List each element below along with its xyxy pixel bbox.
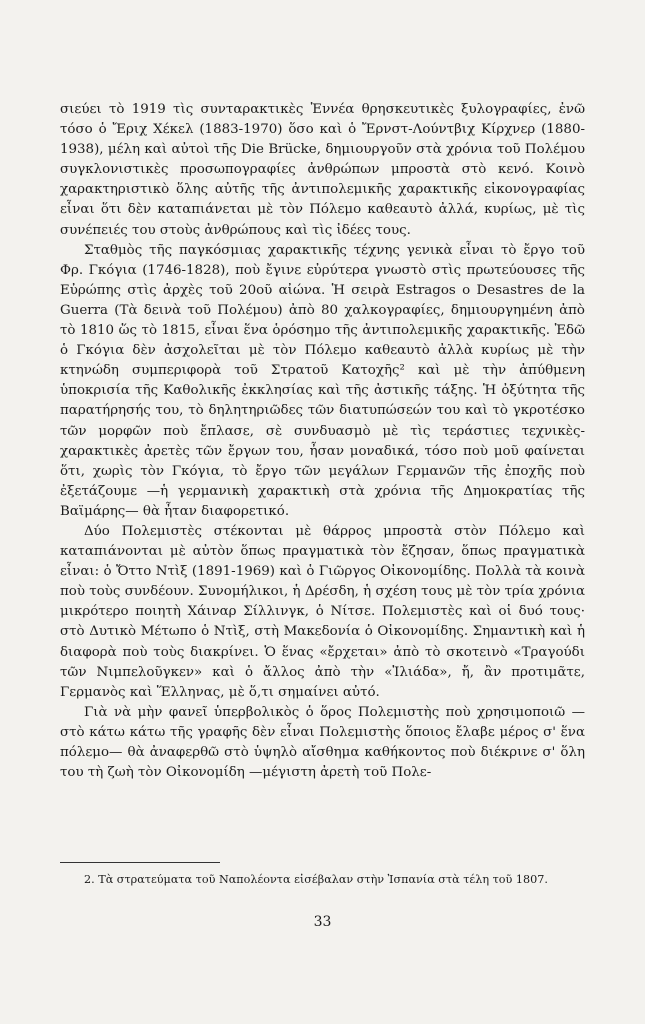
paragraph: Δύο Πολεμιστὲς στέκονται μὲ θάρρος μπροστὰ στὸν Πόλεμο καὶ καταπιάνονται μὲ αὐτὸν ὅπως πραγματικὰ τὸν ἔζησαν, ὅπως πραγματικὰ εἶναι: ὁ Ὄττο Ντὶξ (1891-1969) καὶ ὁ Γιῶργος Οἰκονομίδης. Πολλὰ τὰ κοινὰ ποὺ τοὺς συνδέουν. Συνομήλικοι, ἡ Δρέσδη, ἡ σχέση τους μὲ τὸν τρία χρόνια μικρότερο ποιητὴ Χάιναρ Σίλλινγκ, ὁ Νίτσε. Πολεμιστὲς καὶ οἱ δυό τους· στὸ Δυτικὸ Μέτωπο ὁ Ντὶξ, στὴ Μακεδονία ὁ Οἰκονομίδης. Σημαντικὴ καὶ ἡ διαφορὰ ποὺ τοὺς διακρίνει. Ὁ ἕνας «ἔρχεται» ἀπὸ τὸ σκοτεινὸ «Τραγούδι τῶν Νιμπελοῦγκεν» καὶ ὁ ἄλλος ἀπὸ τὴν «Ἰλιάδα», ἤ, ἂν προτιμᾶτε, Γερμανὸς καὶ Ἕλληνας, μὲ ὅ,τι σημαίνει αὐτό. — [60, 523, 585, 700]
paragraph: Σταθμὸς τῆς παγκόσμιας χαρακτικῆς τέχνης γενικὰ εἶναι τὸ ἔργο τοῦ Φρ. Γκόγια (1746-1828), ποὺ ἔγινε εὐρύτερα γνωστὸ στὶς πρωτεύουσες τῆς Εὐρώπης στὶς ἀρχὲς τοῦ 20οῦ αἰώνα. Ἡ σειρὰ Estragos o Desastres de la Guerra (Τὰ δεινὰ τοῦ Πολέμου) ἀπὸ 80 χαλκογραφίες, δημιουργημένη ἀπὸ τὸ 1810 ὥς τὸ 1815, εἶναι ἕνα ὁρόσημο τῆς ἀντιπολεμικῆς χαρακτικῆς. Ἐδῶ ὁ Γκόγια δὲν ἀσχολεῖται μὲ τὸν Πόλεμο καθεαυτὸ ἀλλὰ κυρίως μὲ τὴν κτηνώδη συμπεριφορὰ τοῦ Στρατοῦ Κατοχῆς² καὶ μὲ τὴν ἀπύθμενη ὑποκρισία τῆς Καθολικῆς ἐκκλησίας καὶ τῆς ἀστικῆς τάξης. Ἡ ὀξύτητα τῆς παρατήρησής του, τὸ δηλητηριῶδες τῶν διατυπώσεών του καὶ τὸ γκροτέσκο τῶν μορφῶν ποὺ ἔπλασε, σὲ συνδυασμὸ μὲ τὶς τεράστιες τεχνικὲς-χαρακτικὲς ἀρετὲς τῶν ἔργων του, ἦσαν μοναδικά, τόσο ποὺ μοῦ φαίνεται ὅτι, χωρὶς τὸν Γκόγια, τὸ ἔργο τῶν μεγάλων Γερμανῶν τῆς ἐποχῆς ποὺ ἐξετάζουμε —ἡ γερμανικὴ χαρακτικὴ στὰ χρόνια τῆς Δημοκρατίας τῆς Βαϊμάρης— θὰ ἦταν διαφορετικό. — [60, 242, 585, 519]
paragraph: σιεύει τὸ 1919 τὶς συνταρακτικὲς Ἐννέα θρησκευτικὲς ξυλογραφίες, ἐνῶ τόσο ὁ Ἔριχ Χέκελ (1883-1970) ὅσο καὶ ὁ Ἔρνστ-Λούντβιχ Κίρχνερ (1880-1938), μέλη καὶ αὐτοὶ τῆς Die Brücke, δημιουργοῦν στὰ χρόνια τοῦ Πολέμου συγκλονιστικὲς προσωπογραφίες ἀνθρώπων μπροστὰ στὸ κενό. Κοινὸ χαρακτηριστικὸ ὅλης αὐτῆς τῆς ἀντιπολεμικῆς χαρακτικῆς εἰκονογραφίας εἶναι ὅτι δὲν καταπιάνεται μὲ τὸν Πόλεμο καθεαυτὸ ἀλλά, κυρίως, μὲ τὶς συνέπειές του στοὺς ἀνθρώπους καὶ τὶς ἰδέες τους. — [60, 102, 585, 238]
footnote-divider — [60, 862, 220, 863]
footnote: 2. Τὰ στρατεύματα τοῦ Ναπολέοντα εἰσέβαλαν στὴν Ἰσπανία στὰ τέλη τοῦ 1807. — [84, 873, 548, 886]
paragraph: Γιὰ νὰ μὴν φανεῖ ὑπερβολικὸς ὁ ὅρος Πολεμιστὴς ποὺ χρησιμοποιῶ —στὸ κάτω κάτω τῆς γραφῆς δὲν εἶναι Πολεμιστὴς ὅποιος ἔλαβε μέρος σ' ἕνα πόλεμο— θὰ ἀναφερθῶ στὸ ὑψηλὸ αἴσθημα καθήκοντος ποὺ διέκρινε σ' ὅλη του τὴ ζωὴ τὸν Οἰκονομίδη —μέγιστη ἀρετὴ τοῦ Πολε- — [60, 704, 585, 781]
page-number: 33 — [313, 914, 332, 930]
body-text — [60, 100, 585, 783]
